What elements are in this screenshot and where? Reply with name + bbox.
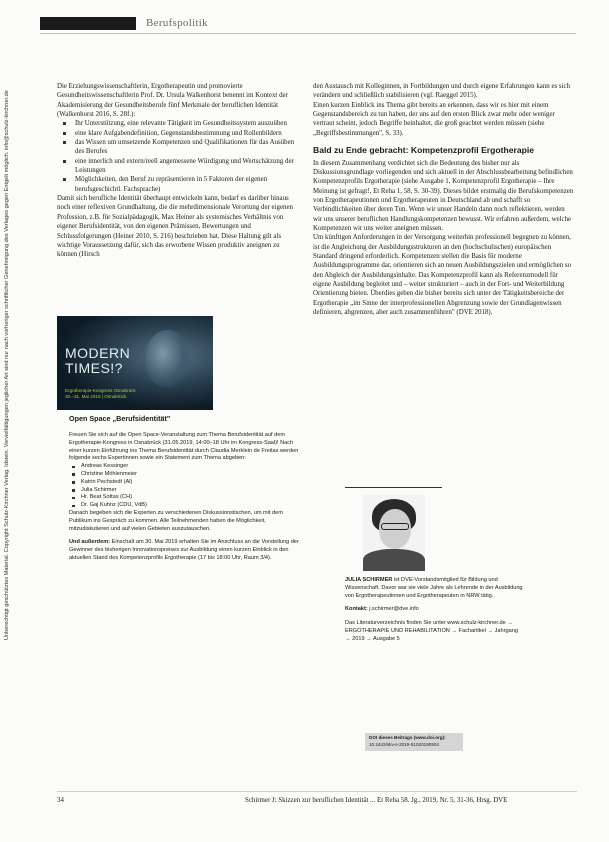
list-item: Katrin Pechstedt (Al) <box>81 479 303 487</box>
citation: Schirmer J: Skizzen zur beruflichen Identität ... Et Reha 58. Jg., 2019, Nr. 5, 31-36, Hrsg. DVE <box>245 797 508 804</box>
list-item: Julia Schirmer <box>81 487 303 495</box>
header-bar <box>40 17 136 30</box>
open-space-after: Danach begeben sich die Experten zu verschiedenen Diskussionstischen, um mit dem Publikum ins Gespräch zu kommen. Alle Teilnehmenden haben die Möglichkeit, mitzudiskutieren und auf vielen Gebieten auszutauschen. <box>69 509 283 532</box>
body-paragraph: In diesem Zusammenhang verdichtet sich die Bedeutung des bisher nur als Diskussionsgrundlage vorliegenden und sich aktuell in der Abschlussbearbeitung befindlichen Kompetenzprofils Ergotherapie (siehe Ausgabe 1, Kompetenzprofil Ergotherapie – Ihre Meinung ist gefragt!, Et Reha 1, 58, S. 30-39). Dieses bildet erstmalig die Berufskompetenzen von Ergotherapeutinnen und Ergotherapeuten in Deutschland ab und schafft so Verbindlichkeiten über deren Tun. Wenn wir unser Handeln dann noch reflektieren, werden wir uns unserer beruflichen Handlungskompetenzen bewusst. Wir erfahren außerdem, welche Kompetenzen wir uns weiter aneignen müssen. <box>313 159 574 232</box>
author-bio <box>345 577 525 644</box>
body-paragraph: Damit sich berufliche Identität überhaupt entwickeln kann, bedarf es darüber hinaus noch einer reflexiven Grundhaltung, die die mehrdimensionale Verortung der eigenen Profession, z.B. für Sozialpädagogik, Max Heiner als systemisches Verhältnis von eigener Berufsidentität, von den eigenen Prämissen, Bewertungen und Schlussfolgerungen (Heiner 2010, S. 216) beschrieben hat. Diese Haltung gilt als wichtige Voraussetzung dafür, sich das erworbene Wissen produktiv aneignen zu können (Hirsch <box>57 195 293 259</box>
doi-box <box>365 733 463 751</box>
contact-line <box>345 606 525 614</box>
section-heading: Bald zu Ende gebracht: Kompetenzprofil Ergotherapie <box>313 145 535 156</box>
banner-title-line: TIMES!? <box>65 360 123 376</box>
congress-banner-image <box>57 316 213 410</box>
intro-paragraph: Die Erziehungswissenschaftlerin, Ergotherapeutin und promovierte Gesundheitswissenschaftlerin Prof. Dr. Ursula Walkenhorst benennt im Kontext der Akademisierung der Gesundheitsberufe fünf Merkmale der beruflichen Identität (Walkenhorst 2016, S. 28f.): <box>57 83 288 119</box>
literature-note: Das Literaturverzeichnis finden Sie unter www.schulz-kirchner.de → ERGOTHERAPIE UND REHABILITATION → Fachartikel → Jahrgang → 2019 → Ausgabe 5 <box>345 620 518 642</box>
list-item: Christine Möhlenmeier <box>81 471 303 479</box>
registration-note <box>69 539 303 562</box>
list-item: Andreas Kessinger <box>81 463 303 471</box>
registration-label: Und außerdem: <box>69 539 111 546</box>
list-item: Dr. Gaj Kuhnz (CDU, VdB) <box>81 502 303 510</box>
list-item: Ihr Unterstützung, eine relevante Tätigkeit im Gesundheitssystem auszuüben <box>75 119 301 128</box>
right-column <box>313 82 575 317</box>
contact-email: j.schirmer@dve.info <box>369 606 419 613</box>
contact-label: Kontakt: <box>345 606 368 613</box>
list-item: eine innerlich und extern/reell angemessene Würdigung und Wertschätzung der Leistungen <box>75 157 301 176</box>
bio-paragraph <box>345 577 525 600</box>
list-item: Möglichkeiten, den Beruf zu repräsentieren in 5 Faktoren der eigenen berufsgeschichtl. Fachsprache) <box>75 175 301 194</box>
doi-value: 10.2443/skv-s-2019-51020190504 <box>369 741 439 747</box>
photo-glasses <box>381 523 409 530</box>
list-item: Hr. Beat Sottas (CH) <box>81 494 303 502</box>
page-number: 34 <box>57 797 64 804</box>
open-space-heading: Open Space „Berufsidentität" <box>69 414 171 423</box>
copyright-side-note: Unberechtigt geschütztes Material. Copyright Schulz-Kirchner Verlag. Idstein. Vervielfältigungen jeglicher Art sind nur nach vorheriger schriftlicher Genehmigung des Verlages gegen Entgelt möglich. info@schulz-kirchner.de <box>4 90 10 640</box>
footer-rule <box>57 791 577 792</box>
section-title: Berufspolitik <box>146 17 208 29</box>
body-paragraph: den Austausch mit Kolleginnen, in Fortbildungen und durch eigene Erfahrungen kann es sich verändern und schließlich stabilisieren (vgl. Raeggel 2015). <box>313 83 571 100</box>
list-item: eine klare Aufgabendefinition, Gegenstandsbestimmung und Rollenbildern <box>75 129 301 138</box>
doi-title: DOI dieses Beitrags (www.doi.org): <box>369 735 446 740</box>
banner-title-line: MODERN <box>65 345 131 361</box>
photo-body <box>363 549 425 571</box>
banner-subtitle-line: Ergotherapie-Kongress Osnabrück <box>65 388 136 393</box>
left-column <box>57 82 301 260</box>
experts-list <box>69 463 303 510</box>
bio-text: ist DVE-Vorstandsmitglied für Bildung und Wissenschaft. Davor war sie viele Jahre als Lehrende in der Ausbildung von Ergotherapeutinnen und Ergotherapeuten in NRW tätig. <box>345 577 523 599</box>
author-photo <box>363 495 425 571</box>
body-paragraph: Einen kurzen Einblick ins Thema gibt bereits an erkennen, dass wir es hier mit einem Gegenstandsbereich zu tun haben, der uns auf den ersten Blick zwar mehr oder weniger vertraut scheint, jedoch Begriffe beinhaltet, die groß geachtet werden müssen (siehe „Begriffsbestimmungen", S. 33). <box>313 101 555 137</box>
banner-subtitle-line: 30.–31. Mai 2019 | Osnabrück <box>65 394 127 399</box>
open-space-intro: Freuen Sie sich auf die Open Space-Veranstaltung zum Thema Berufsidentität auf dem Ergotherapie-Kongress in Osnabrück (31.05.2019, 14:00–18 Uhr im Kongress-Saal)! Nach einer kurzen Einführung ins Thema Berufsidentität durch Claudia Merklein de Freitas werden folgende sechs Expertinnen sowie ein Statement zum Thema abgeben: <box>69 432 299 462</box>
open-space-box <box>69 432 303 563</box>
registration-text: Einschalt am 30. Mai 2019 erhalten Sie im Anschluss an die Vorstellung der Gewinner des bisherigen Innovationspreises zur Ausbildung einen kurzen Einblick in den aktuellen Stand des Kompetenzprofils Ergotherapie (17 bis 18:00 Uhr, Raum 3/4). <box>69 539 299 561</box>
author-name: JULIA SCHIRMER <box>345 577 393 583</box>
body-paragraph: Um künftigen Anforderungen in der Versorgung weiterhin professionell begegnen zu können, ist die Angleichung der Ausbildungsstrukturen an den (hochschulischen) europäischen Standard dringend erforderlich. Kompetenzen stellen die Basis für moderne Ausbildungsprogramme dar, orientieren sich an neuen Ausbildungszielen und ermöglichen so den Abgleich der Ausbildungsinhalte. Das Kompetenzprofil kann als Referenzmodell für eigene Ausbildung begleitet und – weiter strukturiert – auch in der Fort- und Weiterbildung Orientierung bieten. Überdies geben die bisher bereits sich unter der Tätigkeitsbereiche der Ergotherapie „im Sinne der interprofessionellen Abgrenzung sowie der Grundlagenwissen definieren, abgrenzen, aber auch zusammenführen" (DVE 2018). <box>313 234 572 317</box>
list-item: das Wissen um umsetzende Kompetenzen und Qualifikationen für das Ausüben des Berufes <box>75 138 301 157</box>
bio-rule <box>345 487 442 488</box>
banner-title <box>65 346 130 376</box>
head-silhouette <box>145 330 189 388</box>
identity-features-list <box>57 119 301 194</box>
banner-subtitle <box>65 388 136 400</box>
header-rule <box>40 33 576 34</box>
